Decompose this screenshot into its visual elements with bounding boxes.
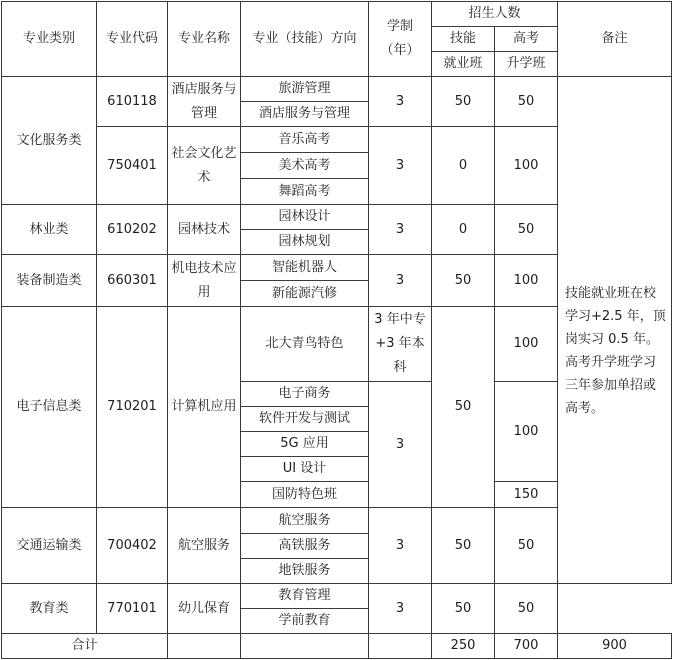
direction-cell: 高铁服务 (241, 534, 369, 559)
direction-cell: 园林规划 (241, 230, 369, 255)
major-name-cell: 社会文化艺术 (168, 127, 241, 205)
total-empty-cell (369, 634, 432, 659)
header-direction: 专业（技能）方向 (241, 2, 369, 77)
years-cell: 3 (369, 205, 432, 255)
direction-cell: 旅游管理 (241, 77, 369, 102)
years-cell: 3 (369, 508, 432, 584)
major-name-cell: 航空服务 (168, 508, 241, 584)
category-cell: 林业类 (2, 205, 97, 255)
direction-cell: 酒店服务与管理 (241, 102, 369, 127)
table-row (2, 77, 672, 102)
direction-cell: 美术高考 (241, 153, 369, 179)
direction-cell: 学前教育 (241, 609, 369, 634)
total-empty-cell (168, 634, 241, 659)
code-cell: 660301 (97, 255, 168, 307)
direction-cell: 地铁服务 (241, 559, 369, 584)
category-cell: 电子信息类 (2, 307, 97, 508)
direction-cell: 舞蹈高考 (241, 179, 369, 205)
category-cell: 交通运输类 (2, 508, 97, 584)
exam-count-cell: 150 (495, 482, 558, 508)
total-row (2, 634, 672, 659)
skill-count-cell: 0 (432, 205, 495, 255)
header-code: 专业代码 (97, 2, 168, 77)
skill-count-cell: 50 (432, 508, 495, 584)
header-note: 备注 (558, 2, 672, 77)
direction-cell: UI 设计 (241, 457, 369, 482)
header-duration: 学制（年） (369, 2, 432, 77)
code-cell: 750401 (97, 127, 168, 205)
code-cell: 770101 (97, 584, 168, 634)
major-name-cell: 酒店服务与管理 (168, 77, 241, 127)
direction-cell: 国防特色班 (241, 482, 369, 508)
direction-cell: 软件开发与测试 (241, 407, 369, 432)
exam-count-cell: 50 (495, 205, 558, 255)
skill-count-cell: 0 (432, 127, 495, 205)
exam-count-cell: 100 (495, 382, 558, 482)
exam-count-cell: 100 (495, 255, 558, 307)
major-name-cell: 园林技术 (168, 205, 241, 255)
total-empty-cell (241, 634, 369, 659)
direction-cell: 电子商务 (241, 382, 369, 407)
header-name: 专业名称 (168, 2, 241, 77)
table-row (2, 584, 672, 609)
direction-cell: 园林设计 (241, 205, 369, 230)
skill-count-cell: 50 (432, 584, 495, 634)
total-label: 合计 (2, 634, 168, 659)
total-skill: 250 (432, 634, 495, 659)
years-cell: 3 (369, 255, 432, 307)
code-cell: 710201 (97, 307, 168, 508)
skill-count-cell: 50 (432, 77, 495, 127)
direction-cell: 教育管理 (241, 584, 369, 609)
header-category: 专业类别 (2, 2, 97, 77)
years-cell: 3 (369, 584, 432, 634)
code-cell: 610118 (97, 77, 168, 127)
exam-count-cell: 50 (495, 508, 558, 584)
header-promo-class: 升学班 (495, 52, 558, 77)
exam-count-cell: 100 (495, 127, 558, 205)
header-enrollment: 招生人数 (432, 2, 558, 27)
years-cell: 3 年中专+3 年本科 (369, 307, 432, 382)
exam-count-cell: 100 (495, 307, 558, 382)
major-name-cell: 机电技术应用 (168, 255, 241, 307)
direction-cell: 智能机器人 (241, 255, 369, 281)
direction-cell: 航空服务 (241, 508, 369, 534)
skill-count-cell: 50 (432, 255, 495, 307)
total-all: 900 (558, 634, 672, 659)
code-cell: 700402 (97, 508, 168, 584)
direction-cell: 新能源汽修 (241, 281, 369, 307)
header-skill: 技能 (432, 27, 495, 52)
code-cell: 610202 (97, 205, 168, 255)
direction-cell: 音乐高考 (241, 127, 369, 153)
remarks-text: 技能就业班在校学习+2.5 年，顶岗实习 0.5 年。高考升学班学习三年参加单招或高考。 (565, 286, 666, 416)
direction-cell: 5G 应用 (241, 432, 369, 457)
header-exam: 高考 (495, 27, 558, 52)
category-cell: 教育类 (2, 584, 97, 634)
exam-count-cell: 50 (495, 584, 558, 634)
major-name-cell: 幼儿保育 (168, 584, 241, 634)
years-cell: 3 (369, 382, 432, 508)
total-exam: 700 (495, 634, 558, 659)
exam-count-cell: 50 (495, 77, 558, 127)
category-cell: 文化服务类 (2, 77, 97, 205)
header-row (2, 2, 672, 27)
years-cell: 3 (369, 77, 432, 127)
header-employ-class: 就业班 (432, 52, 495, 77)
category-cell: 装备制造类 (2, 255, 97, 307)
major-name-cell: 计算机应用 (168, 307, 241, 508)
direction-cell: 北大青鸟特色 (241, 307, 369, 382)
years-cell: 3 (369, 127, 432, 205)
skill-count-cell: 50 (432, 307, 495, 508)
